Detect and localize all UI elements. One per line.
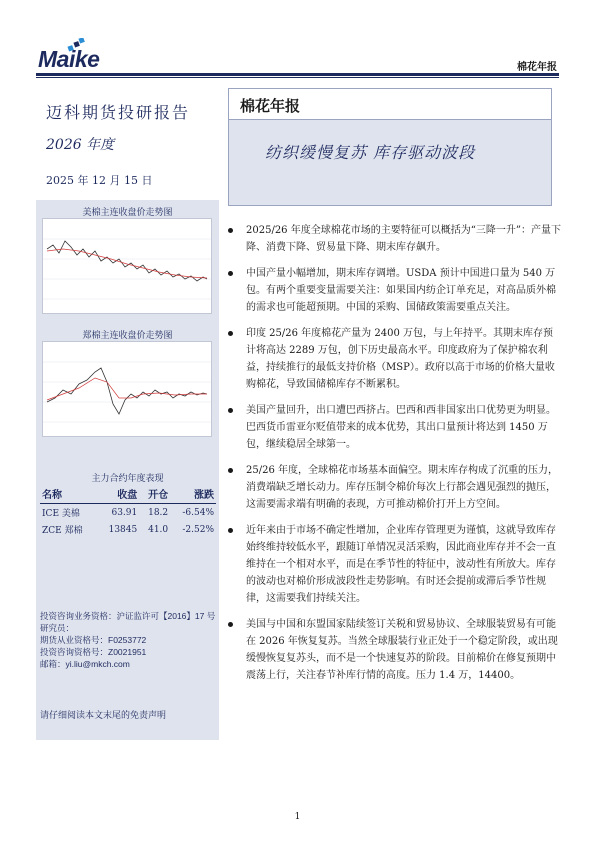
email-line[interactable]: 邮箱：yi.liu@mkch.com [40,659,130,669]
header-divider-thin [36,77,559,78]
bullet-text: 美国产量回升，出口遭巴西挤占。巴西和西非国家出口优势更为明显。巴西货币雷亚尔贬值带来的成本优势，其出口量预计将达到 1450 万包，继续稳居全球第一。 [246,405,556,450]
bullet-text: 25/26 年度，全球棉花市场基本面偏空。期末库存构成了沉重的压力，消费端缺乏增长动力。库存压制令棉价每次上行都会遇见强烈的抛压，这需要需求端有明确的表现，方可推动棉价打开上方空间。 [246,465,558,510]
perf-cell: 63.91 [111,507,138,518]
bullet-text: 近年来由于市场不确定性增加，企业库存管理更为谨慎，这就导致库存始终维持较低水平，跟随订单情况灵活采购，因此商业库存并不会一直维持在一个相对水平，而是在季节性的特征中，波动性有所放大。库存的波动也对棉价形成波段性走势影响。有时还会提前或滞后季节性规律，这需要我们持续关注。 [246,525,556,604]
bullet-dot-icon [228,271,233,276]
bullet-dot-icon [228,228,233,233]
bullet-text: 2025/26 年度全球棉花市场的主要特征可以概括为“三降一升”：产量下降、消费下降、贸易量下降、期末库存飙升。 [246,225,561,253]
list-item [226,462,561,513]
zce-cotton-chart-svg [43,342,211,436]
perf-header-name: 名称 [42,490,62,501]
header-divider [36,73,559,76]
zce-cotton-ma-line [47,378,207,400]
zce-cotton-price-chart [42,341,212,437]
ice-cotton-chart-svg [43,219,211,313]
bullet-dot-icon [228,331,233,336]
perf-cell: 13845 [108,524,138,535]
report-date: 2025 年 12 月 15 日 [46,174,153,187]
license-line: 投资咨询业务资格：沪证监许可【2016】17 号 [40,611,216,621]
list-item [226,616,561,684]
bullet-dot-icon [228,528,233,533]
researcher-line: 研究员： [40,623,75,633]
perf-cell: ZCE 郑棉 [42,526,83,536]
list-item [226,265,561,316]
perf-header-close: 收盘 [117,490,138,501]
report-type-label: 棉花年报 [517,62,557,73]
bullet-text: 中国产量小幅增加，期末库存调增。USDA 预计中国进口量为 540 万包。有两个重要变量需要关注：如果国内纺企订单充足，对高品质外棉的需求也可能超预期。中国的采购、国储政策需要重点关注。 [246,268,556,313]
title-label: 棉花年报 [240,98,301,115]
report-subtitle: 纺织缓慢复苏 库存驱动波段 [265,143,476,162]
ice-cotton-price-line [47,241,207,281]
bullet-text: 美国与中国和东盟国家陆续签订关税和贸易协议、全球服装贸易有可能在 2026 年恢复复苏。当然全球服装行业正处于一个稳定阶段，或出现缓慢恢复复苏头，而不是一个快速复苏的阶段。目前棉价在修复预期中震荡上行，关注春节补库行情的高度。压力 1.4 万，14400。 [246,619,558,681]
bullet-dot-icon [228,622,233,627]
perf-cell: -2.52% [182,524,214,535]
disclaimer-note: 请仔细阅读本文末尾的免责声明 [40,710,167,720]
perf-header-change: 涨跌 [194,490,214,501]
company-logo: Maike [38,46,100,72]
list-item [226,522,561,607]
list-item [226,325,561,393]
page-number: 1 [294,812,301,822]
chart2-title: 郑棉主连收盘价走势图 [82,330,173,340]
perf-table-title: 主力合约年度表现 [91,473,164,483]
advisory-license-line: 投资咨询资格号：Z0021951 [40,647,147,657]
bullet-text: 印度 25/26 年度棉花产量为 2400 万包，与上年持平。其期末库存预计将高达 2289 万包，创下历史最高水平。印度政府为了保护棉农利益，持续推行的最低支持价格（MSP）。政府以高于市场的价格大量收购棉花，导致国储棉库存不断累积。 [246,328,555,390]
bullet-dot-icon [228,468,233,473]
table-row [40,504,216,522]
futures-license-line: 期货从业资格号：F0253772 [40,635,147,645]
report-series-title: 迈科期货投研报告 [46,103,191,122]
perf-cell: -6.54% [182,507,214,518]
bullet-dot-icon [228,408,233,413]
perf-table [40,484,216,538]
perf-header-open: 开仓 [148,490,169,501]
perf-cell: 18.2 [148,507,169,518]
perf-cell: ICE 美棉 [42,509,80,519]
perf-table-header [40,484,216,504]
perf-cell: 41.0 [148,524,169,535]
ice-cotton-price-chart [42,218,212,314]
chart1-title: 美棉主连收盘价走势图 [82,207,173,217]
report-year: 2026 年度 [46,137,115,153]
ice-cotton-ma-line [47,249,207,278]
contact-info [40,610,216,670]
summary-bullets [226,222,561,693]
list-item [226,402,561,453]
table-row [40,521,216,538]
list-item [226,222,561,256]
